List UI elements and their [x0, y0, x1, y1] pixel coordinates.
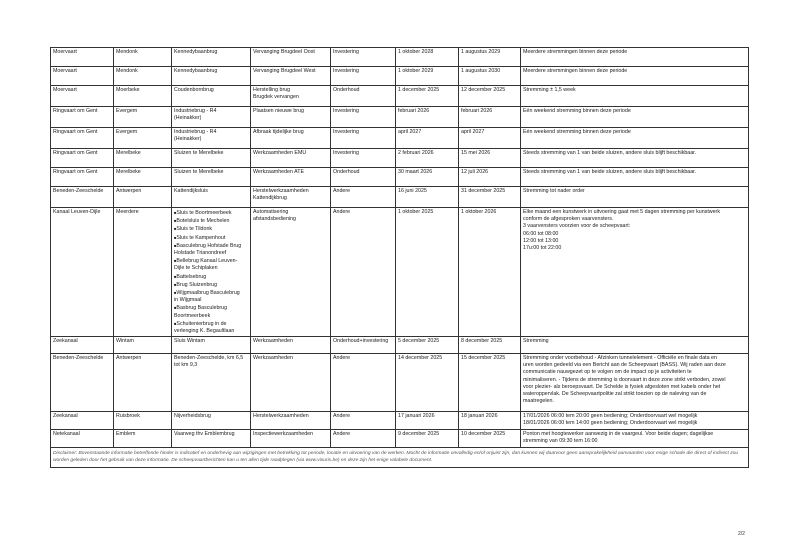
opmerkingen-text: Steeds stremming van 1 van beide sluizen, andere sluis blijft beschikbaar.	[523, 150, 697, 156]
cell-startdatum	[396, 430, 459, 448]
cell-opmerkingen	[521, 187, 749, 208]
startdatum-text: 14 december 2025	[398, 355, 443, 361]
opmerkingen-line: 18/01/2026 06:00 tem 14:00 geen bediening; Onderdoorvaart wel mogelijk	[523, 420, 698, 427]
vaarweg-text: Ringvaart om Gent	[53, 108, 98, 114]
cell-vaarweg	[51, 86, 114, 107]
cell-type	[331, 337, 396, 354]
cell-gemeente	[114, 208, 172, 337]
werkzaamheden-text: Vervanging Brugdeel West	[253, 68, 316, 74]
startdatum-text: 17 januari 2026	[398, 413, 435, 419]
opmerkingen-line: 17/01/2026 06:00 tem 20:00 geen bediening; Onderdoorvaart wel mogelijk	[523, 413, 698, 419]
kunstwerk-list-item: ■ Brug Sluizenbrug	[174, 281, 248, 289]
vaarweg-text: Zeekanaal	[53, 413, 78, 419]
cell-kunstwerk	[172, 337, 251, 354]
cell-type	[331, 107, 396, 128]
opmerkingen-line: 06:00 tot 08:00	[523, 230, 559, 237]
cell-werkzaamheden	[251, 208, 331, 337]
type-text: Investering	[333, 49, 359, 55]
type-text: Onderhoud+investering	[333, 338, 389, 344]
cell-vaarweg	[51, 430, 114, 448]
gemeente-text: Moerbeke	[116, 87, 140, 93]
cell-vaarweg	[51, 412, 114, 430]
kunstwerk-list-item: ■ Schuitenierbrug in de	[174, 320, 248, 328]
gemeente-text: Ruisbroek	[116, 413, 140, 419]
cell-type	[331, 128, 396, 149]
einddatum-text: 31 december 2025	[461, 188, 506, 194]
einddatum-text: februari 2026	[461, 108, 493, 114]
hinder-table	[50, 47, 749, 468]
werkzaamheden-text-extra: Kattendijkbrug	[253, 195, 287, 202]
cell-startdatum	[396, 107, 459, 128]
cell-werkzaamheden	[251, 48, 331, 67]
startdatum-text: 9 december 2025	[398, 431, 440, 437]
cell-einddatum	[459, 208, 521, 337]
opmerkingen-text: Stremming ± 1,5 week	[523, 87, 576, 93]
cell-gemeente	[114, 67, 172, 86]
vaarweg-text: Zeekanaal	[53, 338, 78, 344]
cell-einddatum	[459, 67, 521, 86]
opmerkingen-text: Stremming tot nader order	[523, 188, 585, 194]
vaarweg-text: Kanaal Leuven-Dijle	[53, 209, 101, 215]
kunstwerk-list-item: ■ Bellebrug Kanaal Leuven-	[174, 257, 248, 265]
vaarweg-text: Moervaart	[53, 87, 77, 93]
kunstwerk-list-item: in Wijgmaal	[174, 297, 202, 304]
startdatum-text: april 2027	[398, 129, 422, 135]
cell-opmerkingen	[521, 168, 749, 187]
gemeente-text: Meerdere	[116, 209, 139, 215]
kunstwerk-list-item: ■ Sluis te Kampenhout	[174, 234, 248, 242]
page-number: 2/2	[738, 531, 745, 537]
einddatum-text: 15 december 2025	[461, 355, 506, 361]
type-text: Investering	[333, 68, 359, 74]
type-text: Andere	[333, 209, 351, 215]
startdatum-text: februari 2026	[398, 108, 430, 114]
kunstwerk-list-item: ■ Basbrug Basculebrug	[174, 304, 248, 312]
cell-werkzaamheden	[251, 337, 331, 354]
cell-einddatum	[459, 430, 521, 448]
cell-werkzaamheden	[251, 67, 331, 86]
werkzaamheden-text: Automatisering	[253, 209, 289, 215]
kunstwerk-text: Sluizen te Merelbeke	[174, 169, 224, 175]
cell-vaarweg	[51, 208, 114, 337]
gemeente-text: Evergem	[116, 129, 138, 135]
table-row	[51, 48, 749, 67]
table-row	[51, 430, 749, 448]
einddatum-text: 1 augustus 2029	[461, 49, 501, 55]
cell-startdatum	[396, 168, 459, 187]
cell-type	[331, 208, 396, 337]
opmerkingen-line: maatregelen.	[523, 398, 554, 405]
kunstwerk-text-extra: (Heinakker)	[174, 136, 202, 143]
cell-opmerkingen	[521, 48, 749, 67]
einddatum-text: april 2027	[461, 129, 485, 135]
vaarweg-text: Netekanaal	[53, 431, 80, 437]
cell-startdatum	[396, 412, 459, 430]
opmerkingen-text: Eén weekend stremming binnen deze periode	[523, 108, 631, 114]
cell-gemeente	[114, 430, 172, 448]
disclaimer: Disclaimer: Bovenstaande informatie betreffende hinder is indicatief en onderhevig aan wijzigingen met betrekking tot periode, locatie en uitvoering van de werken. Mocht de informatie onvolledig en/of onjuist zijn, dan kunnen wij daarvoor geen aansprakelijkheid aanvaarden voor enige schade die direct of indirect zou worden geleden door het gebruik van deze informatie. De scheepvaartberichten kan u ten allen tijde raadplegen (via www.visuris.be) en deze zijn het enige valabele document.	[51, 448, 749, 468]
table-row	[51, 128, 749, 149]
opmerkingen-line: 17u:00 tot 22:00	[523, 245, 562, 252]
table-row	[51, 337, 749, 354]
cell-opmerkingen	[521, 86, 749, 107]
table-row	[51, 67, 749, 86]
vaarweg-text: Ringvaart om Gent	[53, 129, 98, 135]
opmerkingen-line: 12:00 tot 13:00	[523, 237, 559, 244]
cell-type	[331, 48, 396, 67]
werkzaamheden-text: Herstelling brug	[253, 87, 291, 93]
gemeente-text: Merelbeke	[116, 150, 141, 156]
cell-einddatum	[459, 187, 521, 208]
kunstwerk-text: Sluis Wintam	[174, 338, 205, 344]
werkzaamheden-text: Werkzaamheden	[253, 338, 293, 344]
werkzaamheden-text: Herstelwerkzaamheden	[253, 188, 309, 194]
cell-startdatum	[396, 354, 459, 412]
cell-gemeente	[114, 337, 172, 354]
kunstwerk-list-item: ■ Botelsluis te Mechelen	[174, 217, 248, 225]
cell-type	[331, 187, 396, 208]
kunstwerk-text: Beneden-Zeeschelde, km 6,5	[174, 355, 244, 361]
cell-werkzaamheden	[251, 187, 331, 208]
cell-kunstwerk	[172, 107, 251, 128]
type-text: Onderhoud	[333, 169, 360, 175]
opmerkingen-line: minimaliseren. - Tijdens de stremming is doorvaart in deze zone strikt verboden, zowel	[523, 376, 726, 383]
table-row	[51, 86, 749, 107]
gemeente-text: Mendonk	[116, 68, 138, 74]
kunstwerk-list-item: ■ Sluis te Boortmeerbeek	[174, 209, 248, 217]
cell-opmerkingen	[521, 67, 749, 86]
cell-werkzaamheden	[251, 412, 331, 430]
opmerkingen-line: conform de afgesproken vaarvensters.	[523, 216, 614, 223]
opmerkingen-line: uren worden gedeeld via een Bericht aan de Scheepvaart (BASS). Wij raden aan deze	[523, 362, 726, 369]
gemeente-text: Antwerpen	[116, 355, 142, 361]
werkzaamheden-text: Werkzaamheden	[253, 355, 293, 361]
table-row	[51, 208, 749, 337]
opmerkingen-text: Eén weekend stremming binnen deze periode	[523, 129, 631, 135]
cell-gemeente	[114, 107, 172, 128]
type-text: Investering	[333, 129, 359, 135]
opmerkingen-line: voor plezier- als beroepsvaart. De Schelde is fysiek afgesloten met kabels onder het	[523, 383, 721, 390]
cell-gemeente	[114, 187, 172, 208]
table-row	[51, 354, 749, 412]
cell-einddatum	[459, 128, 521, 149]
type-text: Andere	[333, 188, 351, 194]
cell-kunstwerk	[172, 354, 251, 412]
cell-startdatum	[396, 149, 459, 168]
cell-werkzaamheden	[251, 128, 331, 149]
cell-einddatum	[459, 412, 521, 430]
cell-kunstwerk	[172, 67, 251, 86]
kunstwerk-list-item: Boortmeerbeek	[174, 312, 211, 319]
werkzaamheden-text: Werkzaamheden EMU	[253, 150, 307, 156]
cell-type	[331, 168, 396, 187]
cell-type	[331, 149, 396, 168]
table-row	[51, 107, 749, 128]
einddatum-text: 18 januari 2026	[461, 413, 498, 419]
type-text: Investering	[333, 108, 359, 114]
kunstwerk-list-item: Holstade Trianondreef	[174, 250, 227, 257]
table-row	[51, 168, 749, 187]
startdatum-text: 16 juni 2025	[398, 188, 427, 194]
einddatum-text: 15 mei 2026	[461, 150, 491, 156]
startdatum-text: 1 oktober 2025	[398, 209, 434, 215]
gemeente-text: Mendonk	[116, 49, 138, 55]
type-text: Investering	[333, 150, 359, 156]
cell-startdatum	[396, 187, 459, 208]
kunstwerk-text: Kattendijksluis	[174, 188, 208, 194]
vaarweg-text: Beneden-Zeeschelde	[53, 188, 104, 194]
cell-startdatum	[396, 67, 459, 86]
disclaimer-row	[51, 448, 749, 468]
cell-gemeente	[114, 412, 172, 430]
cell-werkzaamheden	[251, 168, 331, 187]
einddatum-text: 12 juli 2026	[461, 169, 489, 175]
cell-einddatum	[459, 337, 521, 354]
type-text: Onderhoud	[333, 87, 360, 93]
einddatum-text: 12 december 2025	[461, 87, 506, 93]
cell-vaarweg	[51, 48, 114, 67]
cell-kunstwerk	[172, 48, 251, 67]
cell-gemeente	[114, 168, 172, 187]
cell-opmerkingen	[521, 208, 749, 337]
cell-gemeente	[114, 149, 172, 168]
cell-kunstwerk	[172, 168, 251, 187]
type-text: Andere	[333, 431, 351, 437]
cell-vaarweg	[51, 67, 114, 86]
cell-vaarweg	[51, 187, 114, 208]
cell-kunstwerk	[172, 208, 251, 337]
type-text: Andere	[333, 355, 351, 361]
vaarweg-text: Beneden-Zeeschelde	[53, 355, 104, 361]
cell-gemeente	[114, 354, 172, 412]
cell-kunstwerk	[172, 412, 251, 430]
gemeente-text: Emblem	[116, 431, 136, 437]
cell-gemeente	[114, 48, 172, 67]
cell-vaarweg	[51, 354, 114, 412]
cell-startdatum	[396, 86, 459, 107]
opmerkingen-line: Stremming onder voorbehoud - Afzinken tunnelelement - Officiële en finale data en	[523, 355, 717, 361]
vaarweg-text: Ringvaart om Gent	[53, 169, 98, 175]
opmerkingen-text: Meerdere stremmingen binnen deze periode	[523, 68, 628, 74]
cell-werkzaamheden	[251, 149, 331, 168]
cell-startdatum	[396, 337, 459, 354]
kunstwerk-list-item: ■ Basculebrug Hofstade Brug	[174, 242, 248, 250]
werkzaamheden-text: Werkzaamheden ATE	[253, 169, 305, 175]
kunstwerk-text: Vaarweg thv Emblembrug	[174, 431, 235, 437]
cell-vaarweg	[51, 128, 114, 149]
cell-einddatum	[459, 168, 521, 187]
cell-einddatum	[459, 107, 521, 128]
cell-startdatum	[396, 128, 459, 149]
startdatum-text: 1 oktober 2028	[398, 49, 434, 55]
kunstwerk-text: Industriebrug - R4	[174, 108, 217, 114]
cell-opmerkingen	[521, 354, 749, 412]
opmerkingen-line: Ponton met hoogtewerker aanwezig in de vaargeul. Voor beide dagen; dagelijkse	[523, 431, 714, 437]
cell-gemeente	[114, 128, 172, 149]
startdatum-text: 1 december 2025	[398, 87, 440, 93]
cell-vaarweg	[51, 168, 114, 187]
cell-type	[331, 412, 396, 430]
startdatum-text: 2 februari 2026	[398, 150, 434, 156]
cell-vaarweg	[51, 149, 114, 168]
kunstwerk-list-item: Dijle te Schiplaken	[174, 265, 218, 272]
opmerkingen-line: wateroppervlak. De Scheepvaartpolitie zal strikt toezien op de naleving van de	[523, 391, 707, 398]
cell-werkzaamheden	[251, 354, 331, 412]
cell-type	[331, 86, 396, 107]
cell-startdatum	[396, 48, 459, 67]
cell-kunstwerk	[172, 128, 251, 149]
kunstwerk-text-extra: tot km 9,3	[174, 362, 198, 369]
cell-werkzaamheden	[251, 107, 331, 128]
cell-opmerkingen	[521, 107, 749, 128]
type-text: Andere	[333, 413, 351, 419]
werkzaamheden-text: Vervanging Brugdeel Oost	[253, 49, 315, 55]
cell-kunstwerk	[172, 149, 251, 168]
cell-opmerkingen	[521, 149, 749, 168]
cell-type	[331, 354, 396, 412]
opmerkingen-text: Steeds stremming van 1 van beide sluizen, andere sluis blijft beschikbaar.	[523, 169, 697, 175]
werkzaamheden-text: Herstelwerkzaamheden	[253, 413, 309, 419]
opmerkingen-text: Stremming	[523, 338, 549, 344]
cell-vaarweg	[51, 107, 114, 128]
opmerkingen-line: stremming van 09:30 tem 16:00	[523, 438, 598, 445]
cell-kunstwerk	[172, 86, 251, 107]
werkzaamheden-text: Plaatsen nieuwe brug	[253, 108, 304, 114]
cell-opmerkingen	[521, 337, 749, 354]
einddatum-text: 1 oktober 2026	[461, 209, 497, 215]
table-row	[51, 149, 749, 168]
table-row	[51, 412, 749, 430]
kunstwerk-text: Sluizen te Merelbeke	[174, 150, 224, 156]
opmerkingen-line: 3 vaarvensters voorzien voor de scheepvaart:	[523, 223, 631, 230]
cell-opmerkingen	[521, 430, 749, 448]
startdatum-text: 30 maart 2026	[398, 169, 433, 175]
gemeente-text: Merelbeke	[116, 169, 141, 175]
einddatum-text: 1 augustus 2030	[461, 68, 501, 74]
opmerkingen-line: communicatie nauwgezet op te volgen om de impact op je activiteiten te	[523, 369, 692, 376]
startdatum-text: 1 oktober 2029	[398, 68, 434, 74]
cell-gemeente	[114, 86, 172, 107]
vaarweg-text: Moervaart	[53, 49, 77, 55]
kunstwerk-text: Coudenbornbrug	[174, 87, 214, 93]
table-row	[51, 187, 749, 208]
werkzaamheden-text: Inspectiewerkzaamheden	[253, 431, 314, 437]
kunstwerk-text: Kennedybaanbrug	[174, 68, 218, 74]
cell-type	[331, 430, 396, 448]
gemeente-text: Evergem	[116, 108, 138, 114]
kunstwerk-text: Nijverheidsbrug	[174, 413, 211, 419]
gemeente-text: Wintam	[116, 338, 134, 344]
page	[50, 47, 748, 468]
vaarweg-text: Moervaart	[53, 68, 77, 74]
cell-einddatum	[459, 48, 521, 67]
cell-opmerkingen	[521, 128, 749, 149]
einddatum-text: 8 december 2025	[461, 338, 503, 344]
cell-einddatum	[459, 149, 521, 168]
cell-startdatum	[396, 208, 459, 337]
einddatum-text: 10 december 2025	[461, 431, 506, 437]
cell-vaarweg	[51, 337, 114, 354]
cell-opmerkingen	[521, 412, 749, 430]
werkzaamheden-text-extra: afstandsbediening	[253, 216, 296, 223]
kunstwerk-list-item: ■ Battelsebrug	[174, 273, 248, 281]
werkzaamheden-text-extra: Brugdek vervangen	[253, 94, 299, 101]
opmerkingen-text: Meerdere stremmingen binnen deze periode	[523, 49, 628, 55]
cell-einddatum	[459, 354, 521, 412]
cell-kunstwerk	[172, 430, 251, 448]
cell-einddatum	[459, 86, 521, 107]
startdatum-text: 5 december 2025	[398, 338, 440, 344]
opmerkingen-line: Elke maand een kunstwerk in uitvoering gaat met 5 dagen stremming per kunstwerk	[523, 209, 720, 215]
kunstwerk-list-item: ■ Wijgmaalbrug Basculebrug	[174, 289, 248, 297]
cell-werkzaamheden	[251, 86, 331, 107]
werkzaamheden-text: Afbraak tijdelijke brug	[253, 129, 304, 135]
kunstwerk-text-extra: (Heinakker)	[174, 115, 202, 122]
gemeente-text: Antwerpen	[116, 188, 142, 194]
cell-kunstwerk	[172, 187, 251, 208]
kunstwerk-list-item: ■ Sluis te Tildonk	[174, 225, 248, 233]
vaarweg-text: Ringvaart om Gent	[53, 150, 98, 156]
kunstwerk-text: Kennedybaanbrug	[174, 49, 218, 55]
kunstwerk-text: Industriebrug - R4	[174, 129, 217, 135]
kunstwerk-list-item: verlenging K. Begaultlaan	[174, 328, 235, 335]
cell-type	[331, 67, 396, 86]
cell-werkzaamheden	[251, 430, 331, 448]
